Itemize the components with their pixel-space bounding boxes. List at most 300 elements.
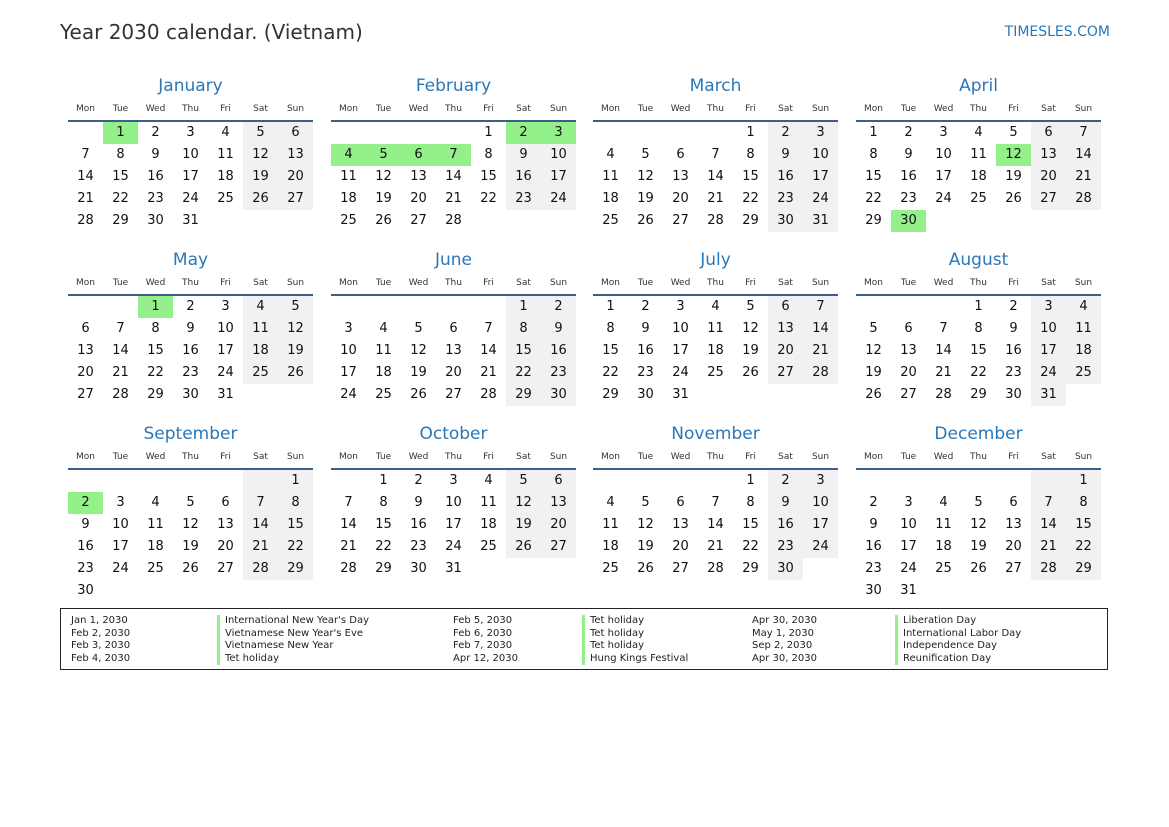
day-cell: 9 [768, 492, 803, 514]
empty-day [961, 210, 996, 232]
holiday-date: Apr 30, 2030 [752, 652, 818, 664]
day-cell: 30 [768, 210, 803, 232]
weekday-label: Sun [811, 104, 830, 114]
day-cell: 11 [147, 517, 164, 532]
day-cell: 4 [243, 296, 278, 318]
weekday-label: Fri [483, 104, 494, 114]
day-cell: 15 [278, 514, 313, 536]
day-cell: 20 [217, 539, 234, 554]
week-row [331, 558, 576, 580]
day-cell: 1 [606, 299, 615, 314]
day-cell: 24 [541, 188, 576, 210]
empty-day [663, 470, 698, 492]
week-row [331, 362, 576, 384]
day-cell: 10 [541, 144, 576, 166]
day-cell: 1 [1066, 470, 1101, 492]
day-cell: 29 [147, 387, 164, 402]
day-cell: 5 [506, 470, 541, 492]
week-row [331, 210, 576, 232]
day-cell: 12 [865, 343, 882, 358]
week-row [856, 296, 1101, 318]
day-cell: 24 [217, 365, 234, 380]
day-cell: 10 [935, 147, 952, 162]
week-row [68, 296, 313, 318]
day-cell: 10 [803, 492, 838, 514]
day-cell: 15 [506, 340, 541, 362]
day-cell: 25 [480, 539, 497, 554]
holiday-date: Jan 1, 2030 [71, 615, 128, 626]
weekday-label: Tue [900, 104, 917, 114]
empty-day [1031, 470, 1066, 492]
day-cell: 14 [707, 517, 724, 532]
empty-day [856, 470, 891, 492]
day-cell: 18 [147, 539, 164, 554]
day-cell: 8 [1066, 492, 1101, 514]
empty-day [506, 558, 541, 580]
day-cell: 5 [746, 299, 755, 314]
day-cell: 9 [81, 517, 90, 532]
day-cell: 12 [410, 343, 427, 358]
week-row [856, 384, 1101, 406]
weekday-label: Mon [76, 104, 95, 114]
day-cell: 3 [676, 299, 685, 314]
month-may [68, 248, 313, 406]
month-november [593, 422, 838, 580]
day-cell: 2 [151, 125, 160, 140]
weekday-header [593, 446, 838, 470]
day-cell: 5 [974, 495, 983, 510]
empty-day [961, 470, 996, 492]
day-cell: 24 [900, 561, 917, 576]
weekday-header [593, 98, 838, 122]
day-cell: 9 [768, 144, 803, 166]
day-cell: 29 [1066, 558, 1101, 580]
holiday-date: Feb 7, 2030 [453, 640, 513, 651]
holiday-name: International New Year's Day [217, 615, 369, 628]
day-cell: 29 [602, 387, 619, 402]
day-cell: 7 [484, 321, 493, 336]
day-cell: 19 [1005, 169, 1022, 184]
day-cell: 9 [641, 321, 650, 336]
day-cell: 28 [340, 561, 357, 576]
day-cell: 20 [1031, 166, 1066, 188]
week-row [593, 514, 838, 536]
month-april [856, 74, 1101, 232]
day-cell: 5 [414, 321, 423, 336]
day-cell: 12 [996, 144, 1031, 166]
day-cell: 31 [182, 213, 199, 228]
weekday-label: Fri [1008, 104, 1019, 114]
day-cell: 16 [77, 539, 94, 554]
holiday-name: Tet holiday [582, 615, 688, 628]
week-row [856, 166, 1101, 188]
holiday-name: Vietnamese New Year's Eve [217, 628, 369, 641]
day-cell: 2 [768, 122, 803, 144]
week-row [68, 340, 313, 362]
day-cell: 28 [707, 561, 724, 576]
empty-day [278, 580, 313, 602]
week-row [856, 536, 1101, 558]
weekday-label: Mon [339, 278, 358, 288]
day-cell: 3 [186, 125, 195, 140]
week-row [68, 580, 313, 602]
day-cell: 1 [484, 125, 493, 140]
day-cell: 20 [77, 365, 94, 380]
day-cell: 8 [869, 147, 878, 162]
weekday-label: Mon [76, 278, 95, 288]
weekday-label: Wed [933, 104, 954, 114]
day-cell: 23 [147, 191, 164, 206]
day-cell: 19 [182, 539, 199, 554]
month-name: August [948, 250, 1009, 270]
day-cell: 1 [974, 299, 983, 314]
weekday-label: Sat [516, 452, 531, 462]
day-cell: 4 [151, 495, 160, 510]
day-cell: 17 [935, 169, 952, 184]
day-cell: 30 [541, 384, 576, 406]
day-cell: 14 [112, 343, 129, 358]
day-cell: 27 [672, 213, 689, 228]
day-cell: 31 [900, 583, 917, 598]
day-cell: 15 [375, 517, 392, 532]
weekday-label: Thu [182, 452, 199, 462]
weekday-label: Tue [637, 278, 654, 288]
day-cell: 28 [1031, 558, 1066, 580]
day-cell: 15 [602, 343, 619, 358]
weekday-header [331, 272, 576, 296]
day-cell: 19 [865, 365, 882, 380]
day-cell: 14 [1066, 144, 1101, 166]
day-cell: 21 [112, 365, 129, 380]
empty-day [436, 296, 471, 318]
day-cell: 16 [410, 517, 427, 532]
day-cell: 12 [506, 492, 541, 514]
day-cell: 22 [865, 191, 882, 206]
day-cell: 23 [865, 561, 882, 576]
day-cell: 4 [331, 144, 366, 166]
day-cell: 14 [707, 169, 724, 184]
day-cell: 19 [278, 340, 313, 362]
day-cell: 31 [1031, 384, 1066, 406]
day-cell: 4 [939, 495, 948, 510]
day-cell: 4 [379, 321, 388, 336]
day-cell: 21 [243, 536, 278, 558]
empty-day [541, 210, 576, 232]
day-cell: 10 [112, 517, 129, 532]
day-cell: 15 [742, 169, 759, 184]
empty-day [103, 296, 138, 318]
day-cell: 26 [742, 365, 759, 380]
week-row [331, 296, 576, 318]
day-cell: 13 [672, 169, 689, 184]
weekday-label: Thu [707, 104, 724, 114]
day-cell: 14 [1031, 514, 1066, 536]
day-cell: 13 [217, 517, 234, 532]
day-cell: 11 [217, 147, 234, 162]
week-row [856, 210, 1101, 232]
week-row [68, 558, 313, 580]
day-cell: 6 [541, 470, 576, 492]
month-name: December [934, 424, 1023, 444]
day-cell: 16 [865, 539, 882, 554]
day-cell: 8 [974, 321, 983, 336]
day-cell: 29 [506, 384, 541, 406]
week-row [856, 362, 1101, 384]
day-cell: 30 [77, 583, 94, 598]
weekday-label: Tue [112, 104, 129, 114]
weekday-label: Sun [811, 278, 830, 288]
day-cell: 17 [217, 343, 234, 358]
day-cell: 7 [803, 296, 838, 318]
empty-day [698, 470, 733, 492]
empty-day [996, 580, 1031, 602]
day-cell: 13 [278, 144, 313, 166]
day-cell: 6 [1031, 122, 1066, 144]
day-cell: 4 [711, 299, 720, 314]
empty-day [68, 470, 103, 492]
weekday-label: Wed [933, 278, 954, 288]
weekday-label: Tue [375, 104, 392, 114]
month-july [593, 248, 838, 406]
empty-day [506, 210, 541, 232]
legend-names-1 [217, 615, 369, 665]
day-cell: 18 [1066, 340, 1101, 362]
day-cell: 7 [1031, 492, 1066, 514]
day-cell: 26 [637, 213, 654, 228]
holiday-name: Tet holiday [217, 653, 369, 666]
day-cell: 22 [147, 365, 164, 380]
day-cell: 14 [340, 517, 357, 532]
empty-day [208, 210, 243, 232]
day-cell: 25 [602, 561, 619, 576]
week-row [593, 210, 838, 232]
week-row [593, 362, 838, 384]
day-cell: 15 [970, 343, 987, 358]
day-cell: 27 [900, 387, 917, 402]
day-cell: 17 [900, 539, 917, 554]
day-cell: 13 [77, 343, 94, 358]
day-cell: 6 [401, 144, 436, 166]
week-row [331, 470, 576, 492]
day-cell: 6 [81, 321, 90, 336]
weekday-label: Thu [445, 278, 462, 288]
day-cell: 30 [891, 210, 926, 232]
day-cell: 20 [672, 191, 689, 206]
day-cell: 7 [711, 495, 720, 510]
day-cell: 4 [606, 495, 615, 510]
day-cell: 1 [138, 296, 173, 318]
day-cell: 19 [243, 166, 278, 188]
holiday-date: Apr 12, 2030 [453, 652, 519, 664]
week-row [856, 492, 1101, 514]
day-cell: 23 [768, 188, 803, 210]
day-cell: 6 [904, 321, 913, 336]
weekday-label: Mon [601, 104, 620, 114]
month-name: May [172, 250, 209, 270]
day-cell: 8 [506, 318, 541, 340]
weekday-label: Thu [182, 104, 199, 114]
day-cell: 18 [480, 517, 497, 532]
day-cell: 29 [742, 561, 759, 576]
day-cell: 6 [676, 147, 685, 162]
weekday-label: Wed [145, 104, 166, 114]
day-cell: 21 [1031, 536, 1066, 558]
day-cell: 29 [375, 561, 392, 576]
empty-day [926, 296, 961, 318]
week-row [68, 122, 313, 144]
day-cell: 3 [803, 470, 838, 492]
weekday-label: Sun [549, 104, 568, 114]
weekday-label: Tue [637, 104, 654, 114]
day-cell: 17 [112, 539, 129, 554]
day-cell: 4 [606, 147, 615, 162]
holiday-name: Vietnamese New Year [217, 640, 369, 653]
day-cell: 26 [506, 536, 541, 558]
week-row [856, 318, 1101, 340]
empty-day [803, 558, 838, 580]
day-cell: 8 [746, 147, 755, 162]
day-cell: 23 [506, 188, 541, 210]
empty-day [243, 384, 278, 406]
month-name: April [959, 76, 998, 96]
month-name: March [689, 76, 742, 96]
empty-day [733, 384, 768, 406]
day-cell: 31 [217, 387, 234, 402]
day-cell: 7 [711, 147, 720, 162]
day-cell: 30 [1005, 387, 1022, 402]
day-cell: 26 [637, 561, 654, 576]
day-cell: 21 [1066, 166, 1101, 188]
week-row [856, 558, 1101, 580]
site-link[interactable]: TIMESLES.COM [1004, 24, 1110, 40]
day-cell: 3 [803, 122, 838, 144]
day-cell: 2 [1009, 299, 1018, 314]
month-september [68, 422, 313, 602]
weekday-header [68, 446, 313, 470]
day-cell: 10 [900, 517, 917, 532]
day-cell: 5 [243, 122, 278, 144]
month-august [856, 248, 1101, 406]
day-cell: 29 [970, 387, 987, 402]
day-cell: 28 [803, 362, 838, 384]
day-cell: 30 [865, 583, 882, 598]
day-cell: 31 [803, 210, 838, 232]
week-row [68, 536, 313, 558]
day-cell: 16 [541, 340, 576, 362]
day-cell: 9 [869, 517, 878, 532]
empty-day [926, 470, 961, 492]
holiday-date: May 1, 2030 [752, 627, 815, 639]
holiday-date: Feb 5, 2030 [453, 615, 513, 626]
day-cell: 7 [939, 321, 948, 336]
empty-day [471, 210, 506, 232]
day-cell: 16 [637, 343, 654, 358]
empty-day [68, 296, 103, 318]
month-name: July [700, 250, 731, 270]
day-cell: 12 [970, 517, 987, 532]
day-cell: 6 [768, 296, 803, 318]
weekday-label: Fri [745, 104, 756, 114]
day-cell: 6 [278, 122, 313, 144]
empty-day [366, 296, 401, 318]
day-cell: 13 [768, 318, 803, 340]
day-cell: 6 [676, 495, 685, 510]
day-cell: 20 [445, 365, 462, 380]
day-cell: 19 [637, 539, 654, 554]
day-cell: 4 [221, 125, 230, 140]
weekday-label: Fri [745, 278, 756, 288]
empty-day [331, 470, 366, 492]
day-cell: 5 [366, 144, 401, 166]
day-cell: 8 [606, 321, 615, 336]
day-cell: 25 [375, 387, 392, 402]
empty-day [628, 122, 663, 144]
weekday-label: Thu [707, 278, 724, 288]
day-cell: 13 [1031, 144, 1066, 166]
weekday-header [68, 98, 313, 122]
weekday-label: Tue [112, 278, 129, 288]
week-row [68, 492, 313, 514]
week-row [331, 144, 576, 166]
weekday-label: Wed [145, 278, 166, 288]
day-cell: 10 [182, 147, 199, 162]
day-cell: 18 [970, 169, 987, 184]
day-cell: 16 [147, 169, 164, 184]
week-row [331, 514, 576, 536]
day-cell: 12 [375, 169, 392, 184]
week-row [856, 470, 1101, 492]
day-cell: 31 [672, 387, 689, 402]
weekday-header [331, 446, 576, 470]
day-cell: 9 [1009, 321, 1018, 336]
day-cell: 24 [445, 539, 462, 554]
day-cell: 8 [116, 147, 125, 162]
day-cell: 28 [243, 558, 278, 580]
day-cell: 17 [803, 166, 838, 188]
day-cell: 16 [182, 343, 199, 358]
day-cell: 2 [541, 296, 576, 318]
day-cell: 24 [340, 387, 357, 402]
week-row [68, 144, 313, 166]
day-cell: 28 [112, 387, 129, 402]
weekday-label: Sat [778, 104, 793, 114]
day-cell: 27 [445, 387, 462, 402]
day-cell: 21 [77, 191, 94, 206]
day-cell: 17 [672, 343, 689, 358]
day-cell: 11 [602, 517, 619, 532]
week-row [593, 384, 838, 406]
day-cell: 16 [768, 166, 803, 188]
day-cell: 3 [904, 495, 913, 510]
weekday-label: Mon [864, 452, 883, 462]
holiday-date: Feb 6, 2030 [453, 627, 513, 639]
day-cell: 11 [970, 147, 987, 162]
day-cell: 15 [112, 169, 129, 184]
day-cell: 10 [672, 321, 689, 336]
holiday-name: Independence Day [895, 640, 1021, 653]
empty-day [961, 580, 996, 602]
empty-day [138, 580, 173, 602]
day-cell: 22 [375, 539, 392, 554]
empty-day [173, 580, 208, 602]
weekday-label: Thu [445, 452, 462, 462]
weekday-label: Mon [864, 104, 883, 114]
empty-day [926, 580, 961, 602]
day-cell: 9 [506, 144, 541, 166]
day-cell: 22 [1066, 536, 1101, 558]
empty-day [663, 122, 698, 144]
weekday-label: Tue [375, 452, 392, 462]
